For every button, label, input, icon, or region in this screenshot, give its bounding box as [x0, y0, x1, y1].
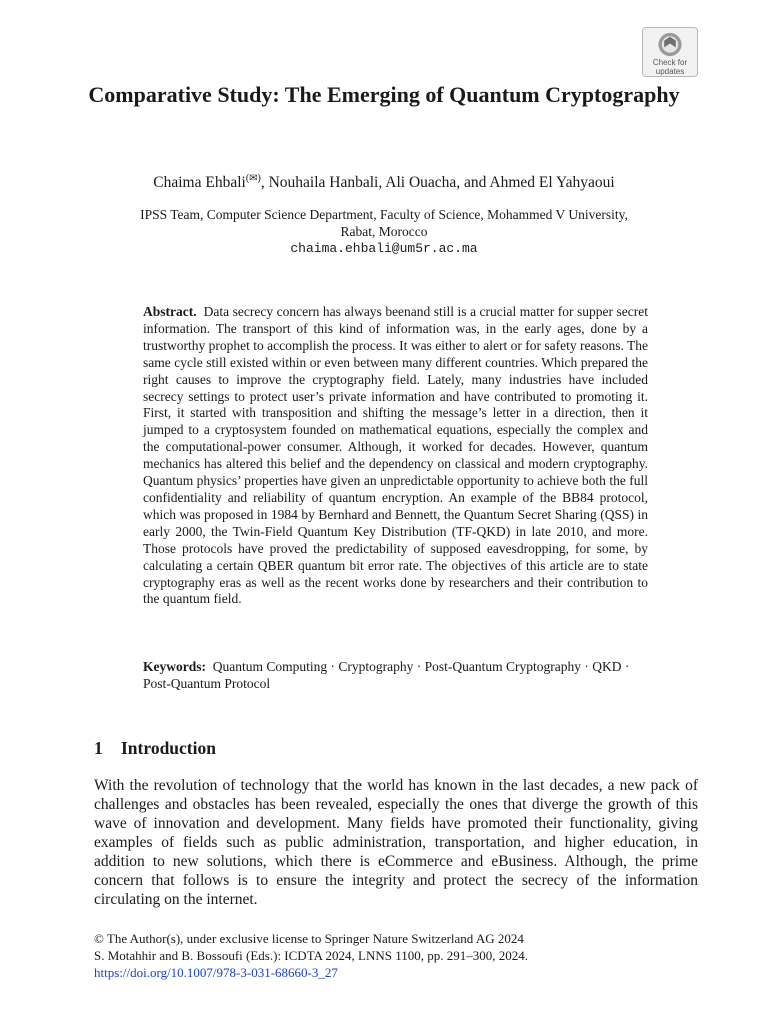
keywords: [143, 658, 648, 692]
intro-paragraph: With the revolution of technology that the world has known in the last decades, a new pack of challenges and obstacles has been revealed, especially the ones that diverge the growth of this wave of innovation and development. Many fields have promoted their functionality, giving examples of fields such as public administration, transportation, and higher education, in addition to new solutions, which there is eCommerce and eBusiness. Although, the prime concern that follows is to ensure the integrity and protect the secrecy of the information circulating on the internet.: [94, 777, 698, 908]
email-mark: (✉): [245, 173, 261, 184]
check-for-updates-badge[interactable]: [642, 27, 698, 77]
section-heading: [94, 737, 216, 759]
abstract-label: Abstract.: [143, 304, 197, 319]
footer: [94, 930, 698, 981]
author-list: [84, 173, 684, 193]
doi-link[interactable]: https://doi.org/10.1007/978-3-031-68660-3_27: [94, 965, 338, 980]
affiliation: [84, 206, 684, 257]
copyright-line: © The Author(s), under exclusive license to Springer Nature Switzerland AG 2024: [94, 931, 524, 946]
keywords-text: Quantum Computing · Cryptography · Post-Quantum Cryptography · QKD · Post-Quantum Protocol: [143, 659, 630, 691]
badge-line-1: Check for: [652, 58, 688, 67]
keywords-label: Keywords:: [143, 659, 206, 674]
abstract-text: Data secrecy concern has always beenand still is a crucial matter for supper secret information. The transport of this kind of information was, in the early ages, done by a trustworthy prophet to accomplish the process. It was either to alert or for safety reasons. The same cycle still existed within or even between many different countries. Which prepared the right causes to improve the cryptography field. Lately, many industries have included secrecy settings to protect user’s private information and have contributed to promoting it. First, it started with transposition and shifting the message’s letter in a direction, then it jumped to a cryptosystem founded on mathematical equations, especially the complex and the computational-power consumer. Although, it worked for decades. However, quantum mechanics has altered this belief and the dependency on classical and modern cryptography. Quantum physics’ properties have given an unpredictable opportunity to achieve both the full confidentiality and reliability of quantum encryption. An example of the BB84 protocol, which was proposed in 1984 by Bernhard and Bennett, the Quantum Secret Sharing (QSS) in early 2000, the Twin-Field Quantum Key Distribution (TF-QKD) in late 2010, and more. Those protocols have proved the predictability of supposed eavesdropping, for some, by calculating a certain QBER quantum bit error rate. The objectives of this article are to state cryptography eras as well as the recent works done by researchers and their contribution to the quantum field.: [143, 304, 648, 607]
badge-line-2: updates: [655, 67, 685, 76]
affiliation-line-1: IPSS Team, Computer Science Department, Faculty of Science, Mohammed V University,: [140, 207, 628, 222]
citation-line: S. Motahhir and B. Bossoufi (Eds.): ICDTA 2024, LNNS 1100, pp. 291–300, 2024.: [94, 948, 528, 963]
co-authors: , Nouhaila Hanbali, Ali Ouacha, and Ahmed El Yahyaoui: [260, 174, 615, 191]
abstract: [143, 304, 648, 608]
check-for-updates-icon: [655, 31, 685, 58]
affiliation-line-2: Rabat, Morocco: [340, 224, 428, 239]
section-title: Introduction: [121, 738, 216, 758]
corresponding-author: Chaima Ehbali: [153, 174, 246, 191]
author-email[interactable]: chaima.ehbali@um5r.ac.ma: [290, 241, 478, 256]
paper-title: Comparative Study: The Emerging of Quantum Cryptography: [88, 82, 680, 107]
section-number: 1: [94, 738, 103, 758]
